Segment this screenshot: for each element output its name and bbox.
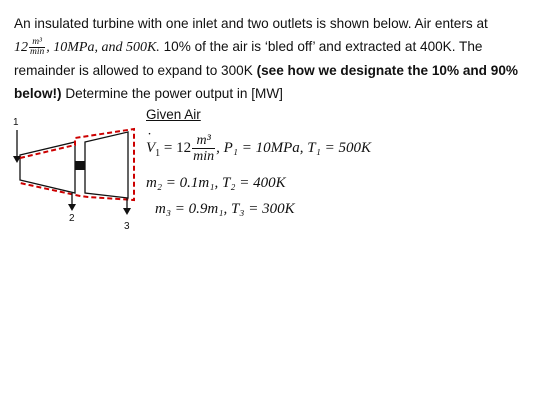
- given-equation-2: m₂ = 0.1m₁, T₂ = 400K: [146, 175, 286, 191]
- flow-rate-coefficient: 12: [14, 40, 28, 55]
- outlet-2-arrow-head: [68, 204, 76, 211]
- problem-line-3: remainder is allowed to expand to 300K (see how we designate the 10% and 90%: [14, 63, 518, 78]
- given-equation-3: m₃ = 0.9m₁, T₃ = 300K: [155, 201, 295, 217]
- turbine-stage-1: [20, 142, 75, 193]
- inlet-conditions: , 10MPa, and 500K.: [46, 40, 160, 55]
- designation-note-end: below!): [14, 86, 62, 101]
- bleed-description: 10% of the air is ‘bled off’ and extracted at 400K. The: [159, 39, 483, 54]
- inlet-label: 1: [13, 117, 19, 128]
- turbine-stage-2: [85, 132, 128, 198]
- outlet-3-label: 3: [124, 221, 130, 232]
- given-equation-1: V $˙_1 = 12$ $\frac{\text{m³}}{\min}$ , P₁ = 10MPa, T₁ = 500K: [146, 133, 371, 164]
- problem-line-1: An insulated turbine with one inlet and two outlets is shown below. Air enters at: [14, 16, 488, 31]
- outlet-3-arrow-head: [123, 208, 131, 215]
- outlet-2-label: 2: [69, 213, 75, 224]
- volume-flow-unit-fraction: $\frac{\text{m³}}{\min}$: [193, 133, 215, 164]
- given-heading: Given Air: [146, 107, 201, 122]
- task-statement: Determine the power output in [MW]: [61, 86, 283, 101]
- shaft-coupling: [75, 161, 85, 170]
- designation-note: (see how we designate the 10% and 90%: [256, 63, 518, 78]
- flow-rate-unit-fraction: $\frac{\text{m³}}{\min}$: [30, 36, 45, 57]
